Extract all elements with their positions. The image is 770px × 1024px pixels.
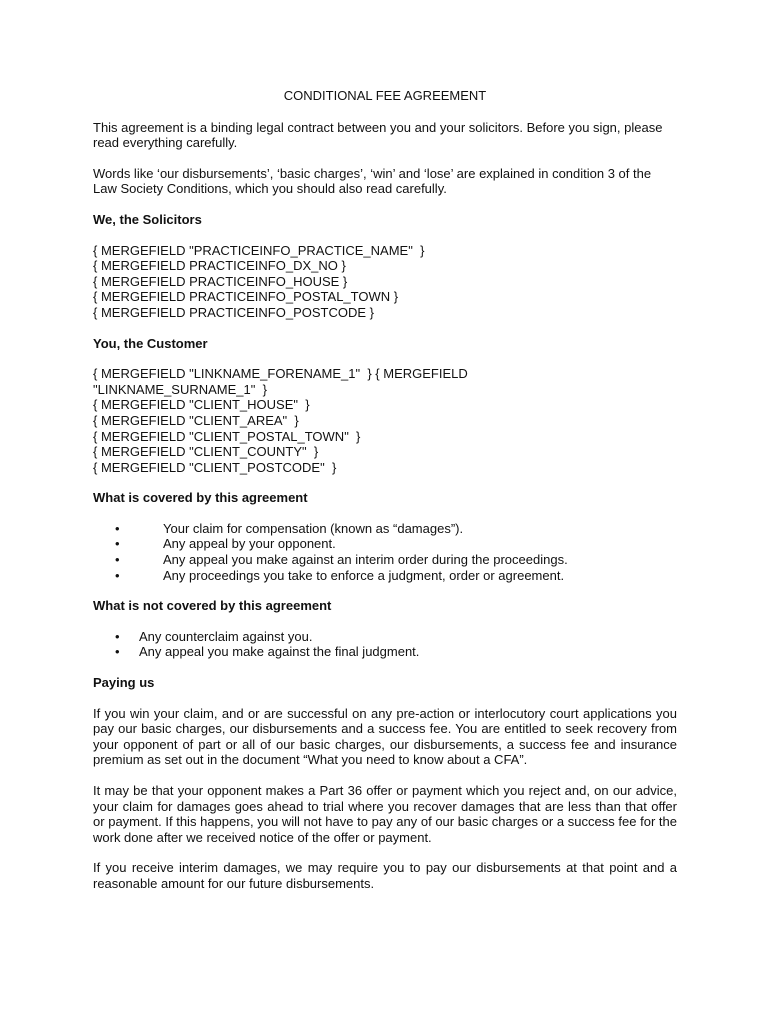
solicitor-field-dx-no: { MERGEFIELD PRACTICEINFO_DX_NO } (93, 258, 346, 274)
list-item: • Any counterclaim against you. (115, 628, 313, 644)
customer-field-area: { MERGEFIELD "CLIENT_AREA" } (93, 412, 299, 428)
customer-field-postal-town: { MERGEFIELD "CLIENT_POSTAL_TOWN" } (93, 428, 361, 444)
solicitor-field-postal-town: { MERGEFIELD PRACTICEINFO_POSTAL_TOWN } (93, 289, 399, 305)
bullet: • (115, 552, 120, 568)
bullet: • (115, 644, 120, 660)
not-covered-list (93, 629, 677, 660)
document-title: CONDITIONAL FEE AGREEMENT (283, 88, 487, 103)
customer-field-surname: "LINKNAME_SURNAME_1" } (93, 381, 267, 397)
customer-heading: You, the Customer (93, 335, 208, 351)
solicitors-fields (93, 243, 677, 321)
not-covered-heading: What is not covered by this agreement (93, 598, 332, 614)
paying-paragraph-1: If you win your claim, and or are successful on any pre-action or interlocutory court applications you pay our basic charges, our disbursements and a success fee. You are entitled to seek recovery from your opponent of part or all of our basic charges, our disbursements, a success fee and insurance premium as set out in the document “What you need to know about a CFA”. (93, 705, 677, 768)
customer-fields (93, 366, 677, 475)
paying-paragraph-3: If you receive interim damages, we may require you to pay our disbursements at that point and a reasonable amount for our future disbursements. (93, 860, 677, 891)
bullet: • (115, 536, 120, 552)
intro-paragraph-1: This agreement is a binding legal contract between you and your solicitors. Before you sign, please read everything carefully. (93, 119, 663, 151)
list-item: • Any proceedings you take to enforce a judgment, order or agreement. (115, 567, 565, 583)
solicitor-field-postcode: { MERGEFIELD PRACTICEINFO_POSTCODE } (93, 304, 374, 320)
solicitors-heading: We, the Solicitors (93, 211, 202, 227)
solicitor-field-practice-name: { MERGEFIELD "PRACTICEINFO_PRACTICE_NAME" } (93, 242, 425, 258)
bullet: • (115, 567, 120, 583)
customer-field-forename: { MERGEFIELD "LINKNAME_FORENAME_1" } { MERGEFIELD (93, 366, 468, 382)
customer-field-postcode: { MERGEFIELD "CLIENT_POSTCODE" } (93, 459, 337, 475)
bullet: • (115, 628, 120, 644)
covered-list (93, 521, 677, 583)
customer-field-county: { MERGEFIELD "CLIENT_COUNTY" } (93, 444, 319, 460)
document-body (93, 88, 677, 907)
bullet: • (115, 520, 120, 536)
solicitor-field-house: { MERGEFIELD PRACTICEINFO_HOUSE } (93, 273, 348, 289)
intro-paragraph-2: Words like ‘our disbursements’, ‘basic charges’, ‘win’ and ‘lose’ are explained in condition 3 of the Law Society Conditions, which you should also read carefully. (93, 165, 652, 197)
list-item: • Any appeal you make against the final judgment. (115, 644, 420, 660)
list-item: • Any appeal by your opponent. (115, 536, 336, 552)
list-item: • Any appeal you make against an interim order during the proceedings. (115, 552, 568, 568)
list-item: • Your claim for compensation (known as “damages”). (115, 520, 464, 536)
paying-paragraph-2: It may be that your opponent makes a Part 36 offer or payment which you reject and, on our advice, your claim for damages goes ahead to trial where you recover damages that are less than that offer or payment. If this happens, you will not have to pay any of our basic charges or a success fee for the work done after we received notice of the offer or payment. (93, 783, 677, 845)
paying-heading: Paying us (93, 675, 155, 691)
customer-field-house: { MERGEFIELD "CLIENT_HOUSE" } (93, 397, 310, 413)
covered-heading: What is covered by this agreement (93, 490, 308, 506)
